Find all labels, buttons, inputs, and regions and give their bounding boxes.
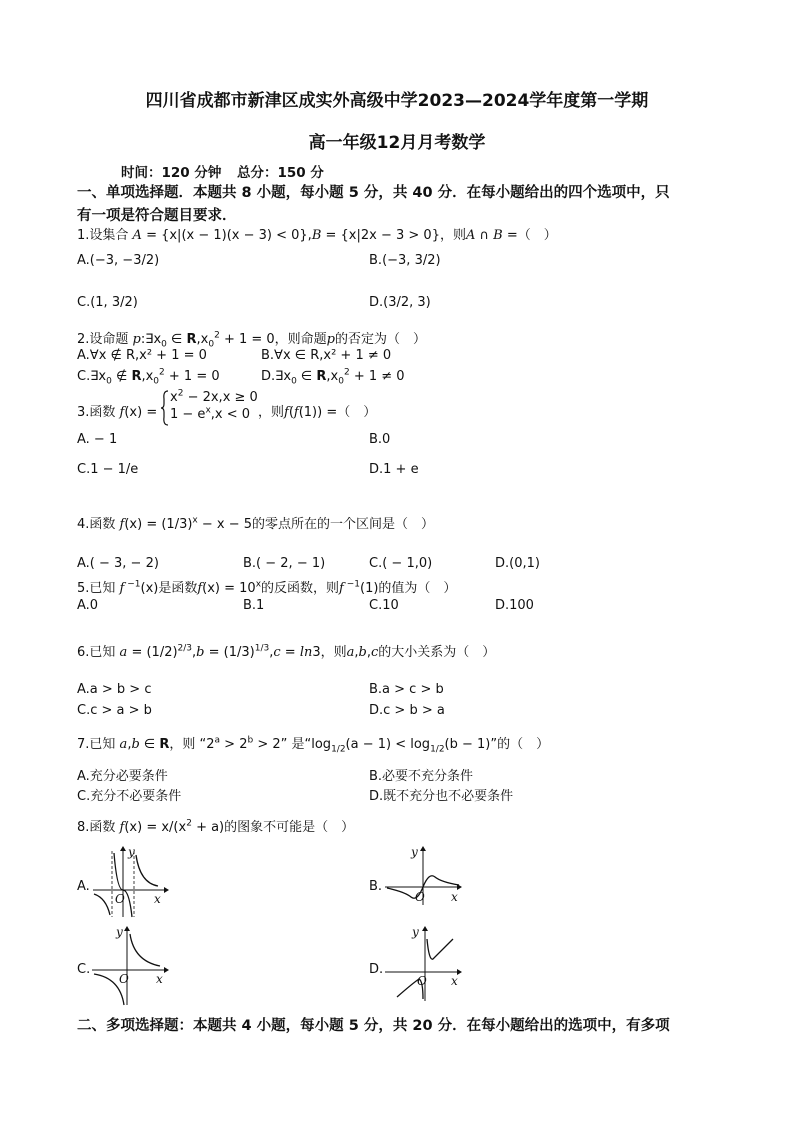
exam-title-line1: 四川省成都市新津区成实外高级中学2023—2024学年度第一学期: [145, 91, 649, 111]
question-7-option-c: C.充分不必要条件: [77, 789, 182, 804]
question-6-stem: 6.已知 $a = (1/2)^{2/3},b = (1/3)^{1/3},c = \ln 3$，则a,b,c的大小关系为（ ）: [77, 643, 496, 660]
question-2-option-a: A.∀x ∉ R,x² + 1 = 0: [77, 348, 207, 363]
question-1-option-c: C.(1, 3/2): [77, 295, 138, 310]
graph-origin-label: O: [115, 892, 125, 906]
graph-x-label: x: [451, 974, 458, 988]
question-2-option-d: $D.\exists x_0$ ∈ $R,x_0^2 + 1 \ne 0$: [261, 367, 405, 387]
question-4-option-b: B.( − 2, − 1): [243, 556, 326, 571]
option-label: B.: [369, 253, 383, 268]
question-4-option-a: A.( − 3, − 2): [77, 556, 159, 571]
question-3-stem-tail: ，则f(f(1)) =（ ）: [258, 405, 377, 420]
question-5-option-a: A.0: [77, 598, 99, 613]
question-1-stem: 1.设集合 A = {x|(x − 1)(x − 3) < 0},B = {x|2x − 3 > 0}，则A ∩ B =（ ）: [77, 228, 557, 243]
question-2-option-b: B.∀x ∈ R,x² + 1 ≠ 0: [261, 348, 392, 363]
graph-option-b: [383, 845, 463, 907]
graph-x-label: x: [154, 892, 161, 906]
graph-option-d: [383, 925, 463, 1003]
question-5-stem: 5.已知 f $^{-1}$(x)是函数$f(x) = 10^x$的反函数，则f $^{-1}$(1)的值为（ ）: [77, 579, 457, 596]
question-2-stem: 2.设命题 $p:\exists x_0$ ∈ $R,x_0^2 + 1 = 0$，则命题p的否定为（ ）: [77, 330, 427, 350]
piecewise-brace: [160, 389, 170, 427]
question-3-stem: 3.函数 f(x) =: [77, 405, 158, 420]
piecewise-case-1: $x^2 - 2x,x \ge 0$: [170, 388, 258, 405]
graph-y-label: y: [116, 925, 123, 939]
question-3-option-b: B.0: [369, 432, 391, 447]
question-6-option-b: B.a > c > b: [369, 682, 444, 697]
exam-title-line2: 高一年级12月月考数学: [308, 133, 486, 153]
section1-heading-line2: 有一项是符合题目要求．: [77, 208, 237, 224]
question-6-option-a: A.a > b > c: [77, 682, 152, 697]
option-label: C.: [77, 462, 91, 477]
graph-origin-label: O: [417, 974, 427, 988]
question-5-option-d: D.100: [495, 598, 534, 613]
question-5-option-c: C.10: [369, 598, 399, 613]
question-7-stem: 7.已知 a,b ∈ R，则 “$2^a > 2^b > 2$” 是“$\log_{1/2}(a - 1) < \log_{1/2}(b - 1)$”的（ ）: [77, 735, 550, 755]
graph-option-a: [90, 845, 170, 919]
piecewise-case-2: $1 - e^x,x < 0$: [170, 405, 251, 422]
question-4-option-c: C.( − 1,0): [369, 556, 433, 571]
question-1-option-d: D.(3/2, 3): [369, 295, 431, 310]
graph-y-label: y: [412, 925, 419, 939]
graph-y-label: y: [128, 845, 135, 859]
question-6-option-d: D.c > b > a: [369, 703, 445, 718]
section1-heading-line1: 一、单项选择题．本题共 8 小题，每小题 5 分，共 40 分．在每小题给出的四个选项中，只: [77, 185, 670, 201]
question-1-option-a: A.(−3, −3/2): [77, 253, 160, 268]
option-label: A.: [77, 253, 90, 268]
question-7-option-d: D.既不充分也不必要条件: [369, 789, 514, 804]
question-8-stem: 8.函数 $f(x) = x/(x^2 + a)$的图象不可能是（ ）: [77, 818, 355, 835]
question-4-stem: 4.函数 $f(x) = (1/3)^x - x - 5$的零点所在的一个区间是（ ）: [77, 515, 435, 532]
question-6-option-c: C.c > a > b: [77, 703, 152, 718]
question-8-option-c-label: C.: [77, 962, 91, 977]
graph-y-label: y: [411, 845, 418, 859]
question-3-option-d: D.1 + e: [369, 462, 419, 477]
question-7-option-b: B.必要不充分条件: [369, 769, 474, 784]
question-3-option-a: A. − 1: [77, 432, 118, 447]
question-4-option-d: D.(0,1): [495, 556, 540, 571]
option-label: C.: [77, 295, 91, 310]
question-3-option-c: C.1 − 1/e: [77, 462, 139, 477]
question-7-option-a: A.充分必要条件: [77, 769, 168, 784]
option-label: D.: [369, 295, 384, 310]
exam-time: 时间：120 分钟: [121, 165, 222, 181]
question-8-option-b-label: B.: [369, 879, 383, 894]
graph-origin-label: O: [415, 890, 425, 904]
question-2-option-c: $C.\exists x_0$ ∉ $R,x_0^2 + 1 = 0$: [77, 367, 220, 387]
question-8-option-d-label: D.: [369, 962, 384, 977]
section2-heading-line1: 二、多项选择题：本题共 4 小题，每小题 5 分，共 20 分．在每小题给出的选项中，有多项: [77, 1018, 670, 1034]
exam-total-score: 总分：150 分: [237, 165, 324, 181]
graph-option-c: [90, 925, 170, 1007]
graph-origin-label: O: [119, 972, 129, 986]
question-5-option-b: B.1: [243, 598, 265, 613]
graph-x-label: x: [451, 890, 458, 904]
graph-x-label: x: [156, 972, 163, 986]
question-8-option-a-label: A.: [77, 879, 90, 894]
question-1-option-b: B.(−3, 3/2): [369, 253, 441, 268]
